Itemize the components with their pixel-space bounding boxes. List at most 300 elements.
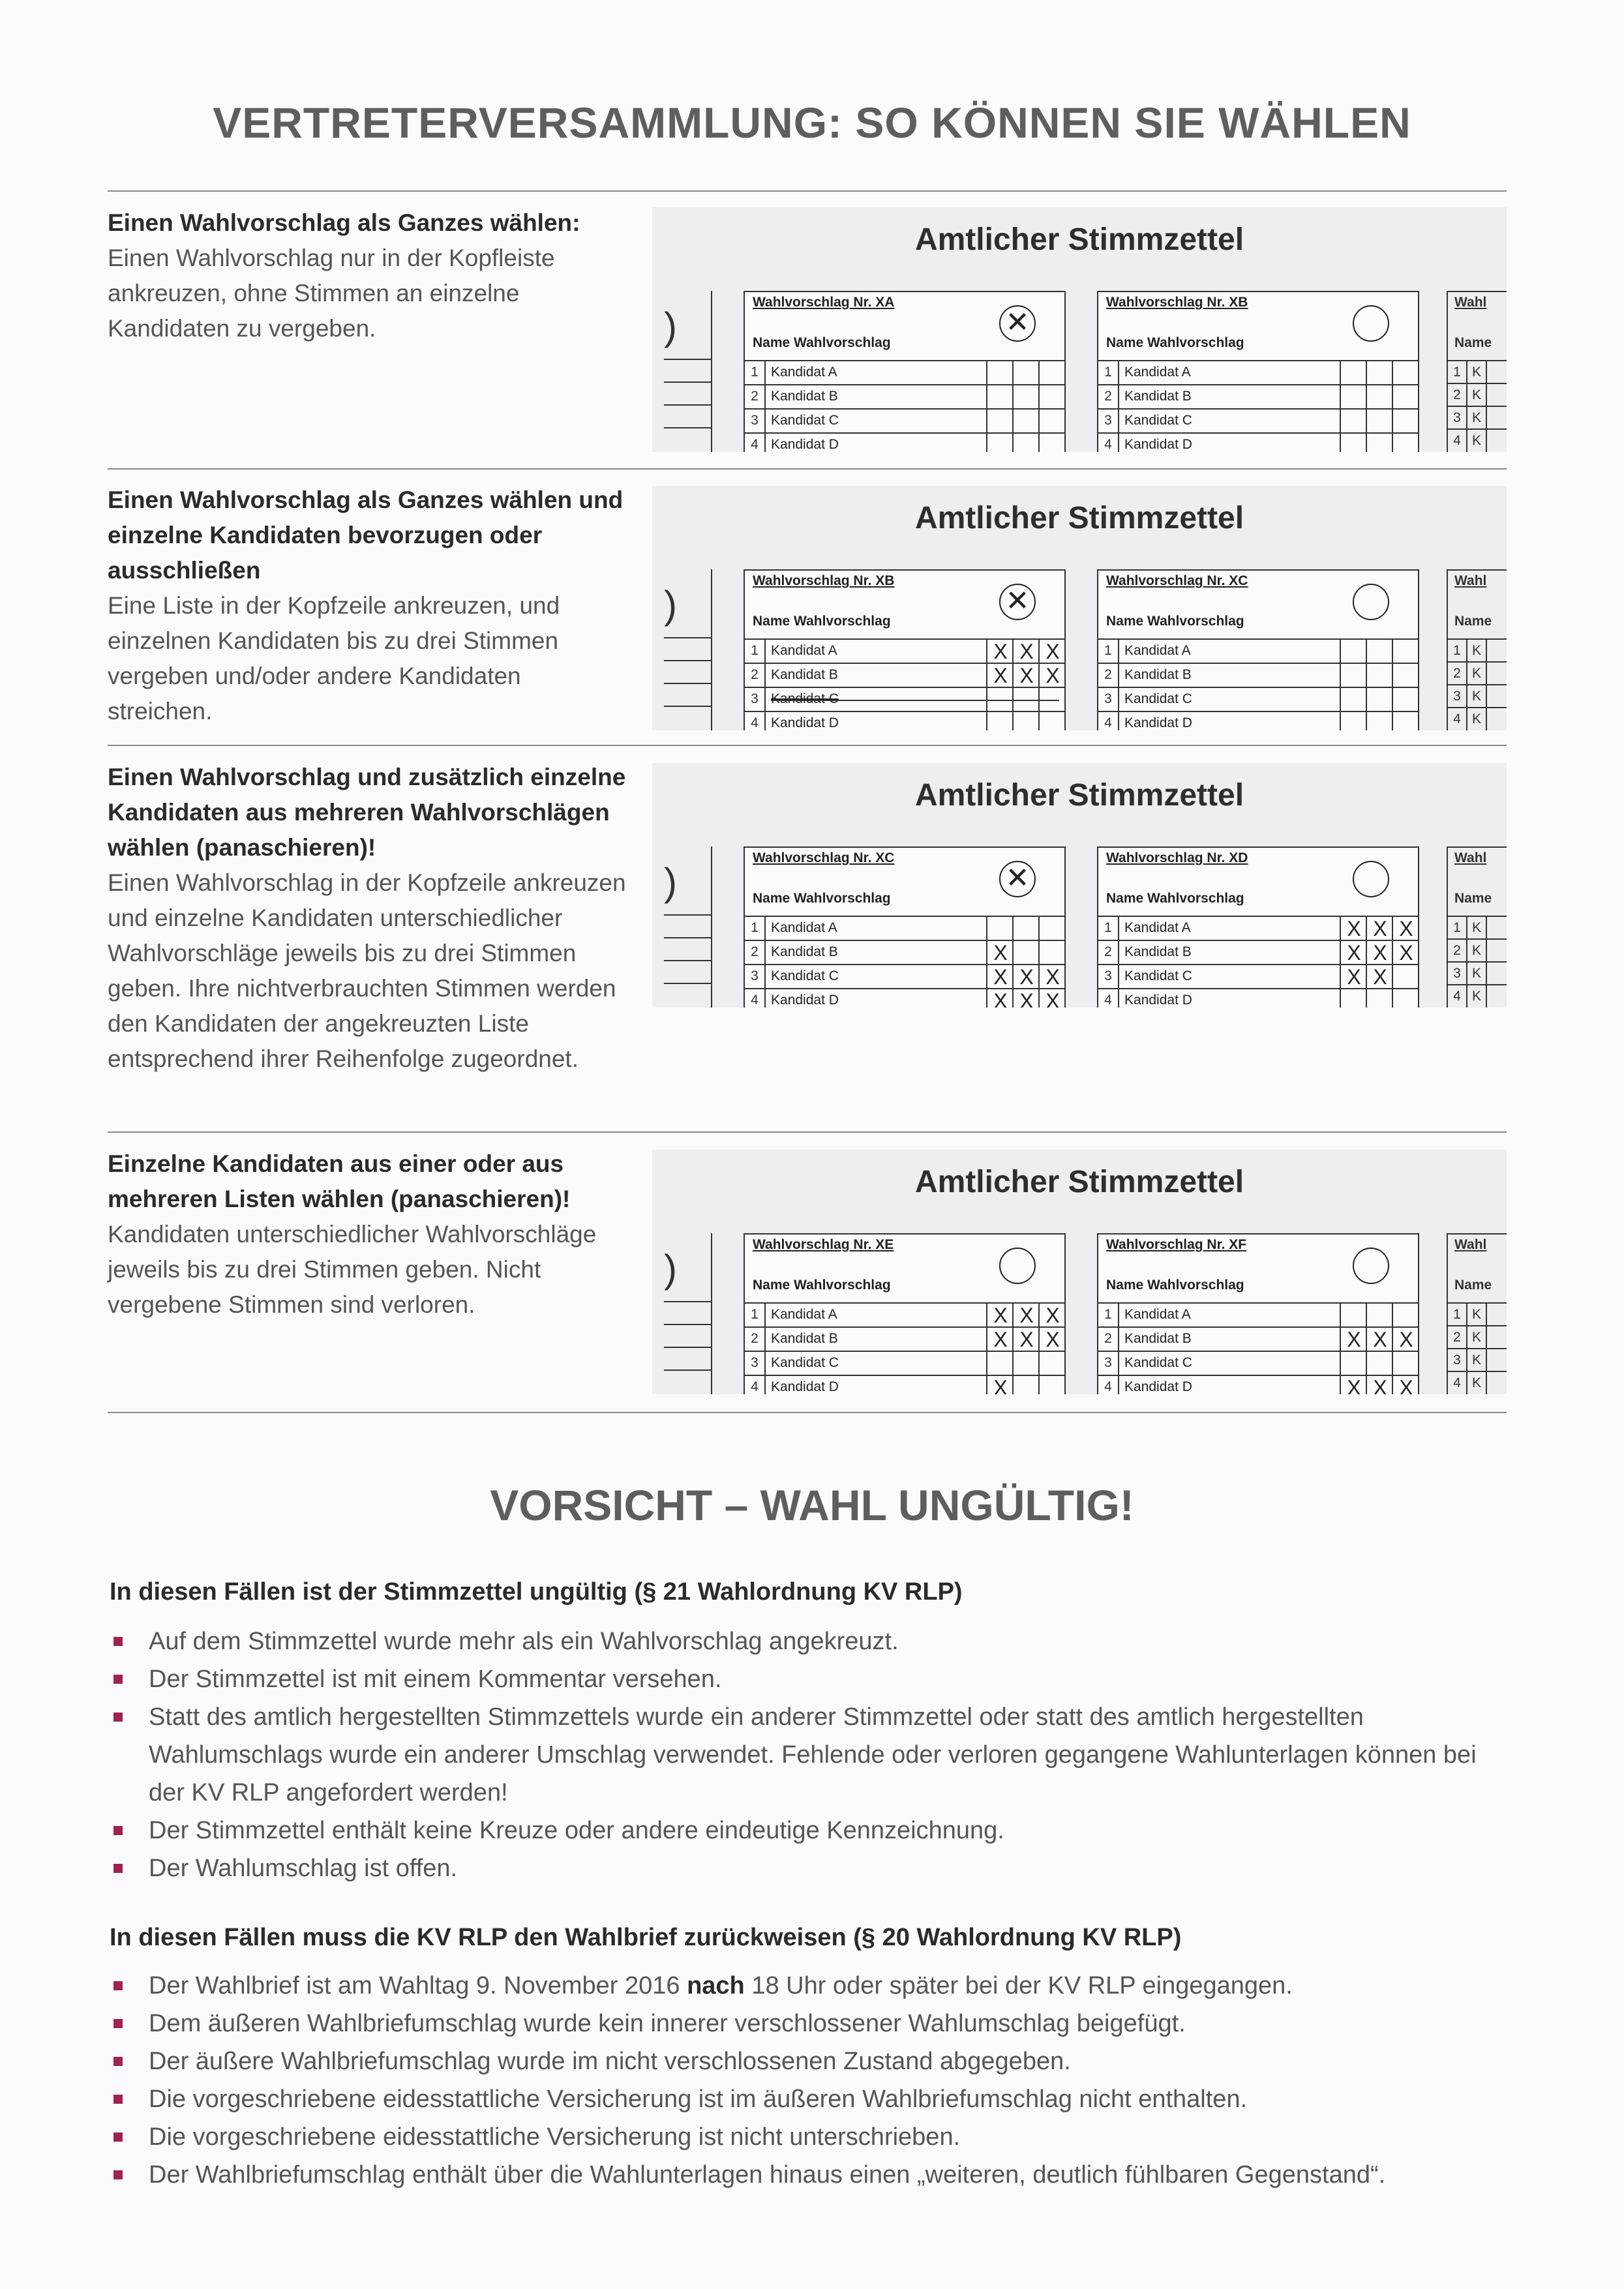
candidate-name: Kandidat C	[1124, 691, 1192, 706]
vote-cell	[986, 410, 1014, 432]
ballot-example	[652, 763, 1507, 1008]
section-body: Einen Wahlvorschlag nur in der Kopfleiste ankreuzen, ohne Stimmen an einzelne Kandidaten zu vergeben.	[108, 245, 555, 342]
candidate-row	[745, 1375, 1064, 1394]
stub-row: 2 K	[1448, 1325, 1507, 1349]
vote-cell: X	[986, 1328, 1014, 1351]
bullet-icon	[113, 2095, 123, 2104]
list-vote-circle: ✕	[999, 584, 1036, 620]
stub-row: 3 K	[1448, 1348, 1507, 1372]
stub-row-text: K	[1467, 985, 1487, 1008]
stub-row-text: K	[1467, 1349, 1487, 1371]
candidate-row	[745, 1326, 1064, 1351]
candidate-name: Kandidat A	[771, 643, 837, 658]
vote-cell: X	[1340, 1328, 1367, 1351]
ballot-card	[1097, 846, 1419, 1008]
vote-cell	[1340, 712, 1367, 730]
vote-cell: X	[1038, 965, 1066, 988]
bullet-icon	[113, 2132, 123, 2142]
section-text	[108, 205, 629, 346]
ballot-card	[1097, 1233, 1419, 1394]
divider	[108, 745, 1507, 746]
stub-line	[664, 937, 711, 938]
stub-circle-icon: )	[664, 860, 677, 904]
candidate-name: Kandidat D	[1124, 715, 1192, 730]
candidate-number: 3	[745, 1352, 766, 1375]
candidate-name: Kandidat D	[771, 993, 839, 1008]
vote-cell	[1366, 1352, 1393, 1375]
list-item	[110, 2005, 1512, 2042]
stub-row: 1 K	[1448, 1302, 1507, 1326]
reject-heading: In diesen Fällen muss die KV RLP den Wahlbrief zurückweisen (§ 20 Wahlordnung KV RLP)	[110, 1924, 1182, 1951]
list-item-text: Die vorgeschriebene eidesstattliche Versicherung ist nicht unterschrieben.	[149, 2123, 961, 2151]
vote-cell	[1340, 640, 1367, 663]
candidate-row	[1098, 360, 1418, 384]
stub-row: 2 K	[1448, 383, 1507, 407]
stub-line	[664, 1324, 711, 1325]
candidate-number: 4	[745, 989, 766, 1008]
candidate-row	[745, 360, 1064, 384]
candidate-row	[1098, 988, 1418, 1008]
list-vote-circle: ✕	[999, 305, 1036, 342]
vote-cell	[1038, 361, 1066, 384]
section-text	[108, 483, 629, 729]
bullet-icon	[113, 2019, 123, 2028]
candidate-number: 3	[1098, 688, 1119, 711]
stub-row: 4 K	[1448, 428, 1507, 452]
stub-row: 1 K	[1448, 638, 1507, 663]
candidate-row	[1098, 687, 1418, 711]
stub-name: Name	[1454, 335, 1492, 350]
list-item	[110, 1623, 1512, 1660]
candidate-row	[1098, 638, 1418, 663]
card-name-label: Name Wahlvorschlag	[1106, 1278, 1244, 1293]
stub-row-text: K	[1467, 361, 1487, 383]
card-heading: Wahlvorschlag Nr. XF	[1106, 1237, 1247, 1252]
candidate-row	[745, 384, 1064, 408]
candidate-number: 2	[745, 1328, 766, 1351]
candidate-number: 3	[1098, 410, 1119, 432]
reject-item-bold: nach	[687, 1972, 745, 1999]
vote-cell	[986, 385, 1014, 408]
vote-cell	[1012, 917, 1040, 940]
vote-cell	[1012, 688, 1040, 711]
candidate-number: 4	[1098, 1376, 1119, 1394]
vote-cell	[1038, 917, 1066, 940]
section-heading: Einen Wahlvorschlag als Ganzes wählen und einzelne Kandidaten bevorzugen oder ausschließen	[108, 486, 624, 584]
vote-cell	[1038, 941, 1066, 964]
candidate-name: Kandidat B	[1124, 944, 1192, 959]
candidate-number: 4	[745, 1376, 766, 1394]
candidate-name: Kandidat A	[771, 920, 837, 935]
candidate-row	[1098, 1302, 1418, 1326]
vote-cell	[986, 434, 1014, 452]
section-heading: Einen Wahlvorschlag als Ganzes wählen:	[108, 209, 580, 236]
vote-cell: X	[1366, 1376, 1393, 1394]
list-item-text: Die vorgeschriebene eidesstattliche Versicherung ist im äußeren Wahlbriefumschlag nicht enthalten.	[149, 2086, 1248, 2113]
ballot-example	[652, 486, 1507, 730]
candidate-name: Kandidat A	[1124, 1307, 1191, 1322]
vote-cell: X	[986, 1304, 1014, 1326]
candidate-name: Kandidat A	[1124, 365, 1191, 380]
candidate-row	[745, 940, 1064, 964]
candidate-number: 1	[745, 917, 766, 940]
vote-cell	[1392, 434, 1419, 452]
candidate-row	[1098, 432, 1418, 452]
vote-cell	[1012, 1352, 1040, 1375]
reject-list	[110, 1967, 1512, 2194]
candidate-name: Kandidat C	[771, 1355, 839, 1370]
vote-cell	[986, 917, 1014, 940]
card-heading: Wahlvorschlag Nr. XA	[753, 295, 895, 310]
candidate-rows	[1098, 638, 1418, 730]
candidate-number: 2	[745, 385, 766, 408]
stub-row-text: K	[1467, 384, 1487, 406]
list-vote-circle	[1353, 1248, 1389, 1284]
section-text	[108, 760, 629, 1077]
candidate-name: Kandidat D	[771, 437, 839, 452]
list-item-text: Der Wahlumschlag ist offen.	[149, 1855, 458, 1882]
vote-cell	[1012, 1376, 1040, 1394]
stub-row-text: K	[1467, 1326, 1487, 1349]
vote-cell	[986, 712, 1014, 730]
candidate-name: Kandidat D	[771, 715, 839, 730]
list-item	[110, 2042, 1512, 2080]
vote-cell	[1340, 664, 1367, 687]
vote-cell: X	[1366, 917, 1393, 940]
stub-heading: Wahl	[1454, 1237, 1487, 1252]
section-text	[108, 1146, 629, 1323]
bullet-icon	[113, 1981, 123, 1990]
candidate-row	[745, 687, 1064, 711]
ballot-stub-right	[1447, 291, 1507, 452]
vote-cell: X	[986, 664, 1014, 687]
divider	[108, 1131, 1507, 1133]
vote-cell	[1340, 385, 1367, 408]
candidate-rows	[1098, 360, 1418, 452]
bullet-icon	[113, 1826, 123, 1835]
card-heading: Wahlvorschlag Nr. XD	[1106, 850, 1248, 865]
list-item-text: Auf dem Stimmzettel wurde mehr als ein Wahlvorschlag angekreuzt.	[149, 1628, 899, 1655]
bullet-icon	[113, 2057, 123, 2066]
vote-cell	[1012, 410, 1040, 432]
vote-cell	[1038, 712, 1066, 730]
list-item-text: Statt des amtlich hergestellten Stimmzettels wurde ein anderer Stimmzettel oder statt des amtlich hergestellten Wahlumschlags wurde ein anderer Umschlag verwendet. Fehlende oder verloren gegangene Wahlunterlagen können bei der KV RLP angefordert werden!	[149, 1703, 1477, 1806]
candidate-number: 1	[745, 361, 766, 384]
stub-line	[664, 382, 711, 383]
list-item	[110, 1698, 1512, 1812]
ballot-card	[744, 1233, 1066, 1394]
stub-row: 4 K	[1448, 707, 1507, 730]
card-heading: Wahlvorschlag Nr. XE	[753, 1237, 894, 1252]
ballot-card	[1097, 291, 1419, 452]
ballot-example	[652, 207, 1507, 452]
candidate-number: 4	[1098, 434, 1119, 452]
list-item-text: Der Wahlbriefumschlag enthält über die Wahlunterlagen hinaus einen „weiteren, deutlich fühlbaren Gegenstand“.	[149, 2161, 1386, 2189]
card-name-label: Name Wahlvorschlag	[753, 335, 891, 350]
vote-cell: X	[1392, 1376, 1419, 1394]
bullet-icon	[113, 1713, 123, 1722]
bullet-icon	[113, 1864, 123, 1873]
vote-cell	[1012, 434, 1040, 452]
vote-cell: X	[1038, 1328, 1066, 1351]
vote-cell	[1392, 361, 1419, 384]
candidate-number: 3	[1098, 1352, 1119, 1375]
vote-cell: X	[1340, 965, 1367, 988]
ballot-title: Amtlicher Stimmzettel	[914, 778, 1244, 813]
card-name-label: Name Wahlvorschlag	[1106, 891, 1244, 906]
candidate-row	[1098, 916, 1418, 940]
vote-cell: X	[1038, 664, 1066, 687]
candidate-row	[1098, 940, 1418, 964]
stub-line	[664, 914, 711, 916]
vote-cell	[1340, 688, 1367, 711]
candidate-name: Kandidat D	[1124, 993, 1192, 1008]
vote-cell: X	[1012, 664, 1040, 687]
candidate-row	[1098, 384, 1418, 408]
stub-line	[664, 427, 711, 428]
stub-heading: Wahl	[1454, 850, 1487, 865]
vote-cell	[1392, 712, 1419, 730]
candidate-number: 1	[1098, 917, 1119, 940]
stub-row-text: K	[1467, 940, 1487, 962]
vote-cell: X	[1366, 965, 1393, 988]
vote-cell: X	[1340, 941, 1367, 964]
vote-cell	[1012, 361, 1040, 384]
candidate-rows	[1098, 916, 1418, 1008]
vote-cell	[1012, 941, 1040, 964]
vote-cell	[1366, 385, 1393, 408]
vote-cell: X	[1392, 1328, 1419, 1351]
bullet-icon	[113, 1637, 123, 1646]
candidate-number: 1	[1098, 361, 1119, 384]
section-heading: Einen Wahlvorschlag und zusätzlich einzelne Kandidaten aus mehreren Wahlvorschlägen wählen (panaschieren)!	[108, 764, 626, 861]
stub-line	[664, 683, 711, 684]
vote-cell: X	[1012, 1304, 1040, 1326]
candidate-number: 3	[745, 410, 766, 432]
card-name-label: Name Wahlvorschlag	[1106, 335, 1244, 350]
candidate-rows	[745, 916, 1064, 1008]
section-body: Kandidaten unterschiedlicher Wahlvorschläge jeweils bis zu drei Stimmen geben. Nicht vergebene Stimmen sind verloren.	[108, 1221, 597, 1318]
candidate-number: 1	[1098, 640, 1119, 663]
bullet-icon	[113, 1675, 123, 1684]
vote-cell: X	[1038, 989, 1066, 1008]
candidate-number: 2	[1098, 664, 1119, 687]
vote-cell	[1366, 410, 1393, 432]
ballot-example	[652, 1150, 1507, 1394]
stub-circle-icon: )	[664, 583, 677, 627]
list-item	[110, 1849, 1512, 1887]
vote-cell: X	[986, 640, 1014, 663]
vote-cell	[1366, 361, 1393, 384]
candidate-row	[745, 663, 1064, 687]
vote-cell	[1340, 434, 1367, 452]
card-heading: Wahlvorschlag Nr. XC	[753, 850, 895, 865]
stub-row: 3 K	[1448, 684, 1507, 708]
candidate-number: 2	[1098, 941, 1119, 964]
vote-cell	[1392, 1304, 1419, 1326]
stub-name: Name	[1454, 891, 1492, 906]
ballot-stub-left	[652, 1233, 712, 1394]
candidate-number: 2	[1098, 385, 1119, 408]
stub-row-text: K	[1467, 963, 1487, 985]
candidate-number: 1	[745, 640, 766, 663]
vote-cell	[1038, 385, 1066, 408]
candidate-rows	[745, 360, 1064, 452]
candidate-number: 1	[745, 1304, 766, 1326]
stub-line	[664, 404, 711, 406]
stub-row-text: K	[1467, 430, 1487, 452]
candidate-number: 4	[1098, 989, 1119, 1008]
stub-line	[664, 359, 711, 360]
candidate-row	[745, 711, 1064, 730]
candidate-name: Kandidat C	[1124, 1355, 1192, 1370]
vote-cell	[1366, 989, 1393, 1008]
section-heading: Einzelne Kandidaten aus einer oder aus mehreren Listen wählen (panaschieren)!	[108, 1150, 571, 1212]
ballot-stub-right	[1447, 1233, 1507, 1394]
vote-cell	[1340, 361, 1367, 384]
candidate-row	[745, 408, 1064, 432]
candidate-name: Kandidat D	[771, 1379, 839, 1394]
ballot-stub-left	[652, 569, 712, 730]
list-vote-circle	[1353, 584, 1389, 620]
vote-cell: X	[1366, 1328, 1393, 1351]
stub-name: Name	[1454, 1278, 1492, 1293]
vote-cell	[1038, 688, 1066, 711]
candidate-row	[1098, 663, 1418, 687]
candidate-number: 2	[745, 941, 766, 964]
candidate-name: Kandidat B	[1124, 667, 1192, 682]
list-item	[110, 2118, 1512, 2156]
invalid-list	[110, 1623, 1512, 1887]
stub-row-text: K	[1467, 1304, 1487, 1326]
candidate-number: 2	[745, 664, 766, 687]
list-item	[110, 1812, 1512, 1849]
section-body: Eine Liste in der Kopfzeile ankreuzen, und einzelnen Kandidaten bis zu drei Stimmen vergeben und/oder andere Kandidaten streichen.	[108, 592, 560, 725]
ballot-title: Amtlicher Stimmzettel	[914, 501, 1244, 535]
stub-row: 1 K	[1448, 916, 1507, 940]
warning-title: VORSICHT – WAHL UNGÜLTIG!	[490, 1481, 1134, 1529]
candidate-row	[1098, 964, 1418, 988]
ballot-title: Amtlicher Stimmzettel	[914, 1165, 1244, 1199]
vote-cell	[1340, 989, 1367, 1008]
vote-cell: X	[1340, 1376, 1367, 1394]
stub-circle-icon: )	[664, 305, 677, 348]
vote-cell	[1366, 664, 1393, 687]
candidate-name: Kandidat A	[1124, 643, 1191, 658]
vote-cell	[1366, 1304, 1393, 1326]
vote-cell: X	[1012, 965, 1040, 988]
vote-cell	[986, 1352, 1014, 1375]
vote-cell	[986, 688, 1014, 711]
vote-cell: X	[1012, 640, 1040, 663]
vote-cell	[1392, 965, 1419, 988]
stub-line	[664, 1301, 711, 1302]
stub-name: Name	[1454, 614, 1492, 629]
candidate-name: Kandidat D	[1124, 1379, 1192, 1394]
vote-cell	[1392, 664, 1419, 687]
section-body: Einen Wahlvorschlag in der Kopfzeile ankreuzen und einzelne Kandidaten unterschiedlicher Wahlvorschläge jeweils bis zu drei Stimmen geben. Ihre nichtverbrauchten Stimmen werden den Kandidaten der angekreuzten Liste entsprechend ihrer Reihenfolge zugeordnet.	[108, 869, 626, 1072]
vote-cell	[1038, 434, 1066, 452]
card-heading: Wahlvorschlag Nr. XC	[1106, 573, 1248, 588]
vote-cell	[1038, 1376, 1066, 1394]
card-heading: Wahlvorschlag Nr. XB	[1106, 295, 1248, 310]
vote-cell	[1392, 410, 1419, 432]
list-item	[110, 2080, 1512, 2118]
vote-cell	[986, 361, 1014, 384]
vote-cell	[1366, 688, 1393, 711]
candidate-row	[745, 988, 1064, 1008]
candidate-name: Kandidat B	[771, 1331, 838, 1346]
stub-row: 4 K	[1448, 984, 1507, 1008]
candidate-row	[745, 1351, 1064, 1375]
candidate-rows	[745, 1302, 1064, 1394]
candidate-name: Kandidat C	[771, 968, 839, 983]
candidate-row	[1098, 1375, 1418, 1394]
vote-cell	[1038, 1352, 1066, 1375]
list-vote-circle	[999, 1248, 1036, 1284]
stub-heading: Wahl	[1454, 573, 1487, 588]
vote-cell: X	[1366, 941, 1393, 964]
vote-cell	[1012, 712, 1040, 730]
candidate-row	[745, 916, 1064, 940]
vote-cell: X	[1012, 1328, 1040, 1351]
candidate-row	[745, 1302, 1064, 1326]
list-item-text: Der Stimmzettel ist mit einem Kommentar versehen.	[149, 1666, 722, 1693]
vote-cell	[1012, 385, 1040, 408]
stub-row-text: K	[1467, 917, 1487, 939]
ballot-card	[1097, 569, 1419, 730]
candidate-name: Kandidat A	[771, 1307, 837, 1322]
stub-row-text: K	[1467, 663, 1487, 685]
page-title: VERTRETERVERSAMMLUNG: SO KÖNNEN SIE WÄHLEN	[213, 98, 1411, 147]
ballot-stub-right	[1447, 569, 1507, 730]
ballot-card	[744, 569, 1066, 730]
stub-circle-icon: )	[664, 1247, 677, 1291]
vote-cell	[1392, 688, 1419, 711]
candidate-number: 3	[745, 965, 766, 988]
stub-row-text: K	[1467, 1372, 1487, 1394]
stub-line	[664, 706, 711, 707]
vote-cell	[1392, 385, 1419, 408]
candidate-rows	[1098, 1302, 1418, 1394]
ballot-stub-left	[652, 846, 712, 1008]
candidate-number: 3	[1098, 965, 1119, 988]
candidate-rows	[745, 638, 1064, 730]
stub-line	[664, 960, 711, 961]
card-name-label: Name Wahlvorschlag	[753, 891, 891, 906]
vote-cell	[1392, 989, 1419, 1008]
stub-line	[664, 637, 711, 638]
stub-row-text: K	[1467, 708, 1487, 730]
candidate-name: Kandidat B	[1124, 1331, 1192, 1346]
stub-line	[664, 983, 711, 984]
stub-line	[664, 660, 711, 661]
vote-cell	[1340, 1352, 1367, 1375]
stub-row: 3 K	[1448, 406, 1507, 430]
ballot-title: Amtlicher Stimmzettel	[914, 222, 1244, 257]
list-item	[110, 1967, 1512, 2005]
vote-cell	[1366, 712, 1393, 730]
ballot-card	[744, 291, 1066, 452]
ballot-card	[744, 846, 1066, 1008]
divider	[108, 190, 1507, 192]
list-vote-circle: ✕	[999, 861, 1036, 897]
candidate-name: Kandidat B	[1124, 389, 1192, 404]
vote-cell: X	[1012, 989, 1040, 1008]
candidate-row	[745, 964, 1064, 988]
stub-row: 2 K	[1448, 661, 1507, 685]
vote-cell	[1366, 640, 1393, 663]
